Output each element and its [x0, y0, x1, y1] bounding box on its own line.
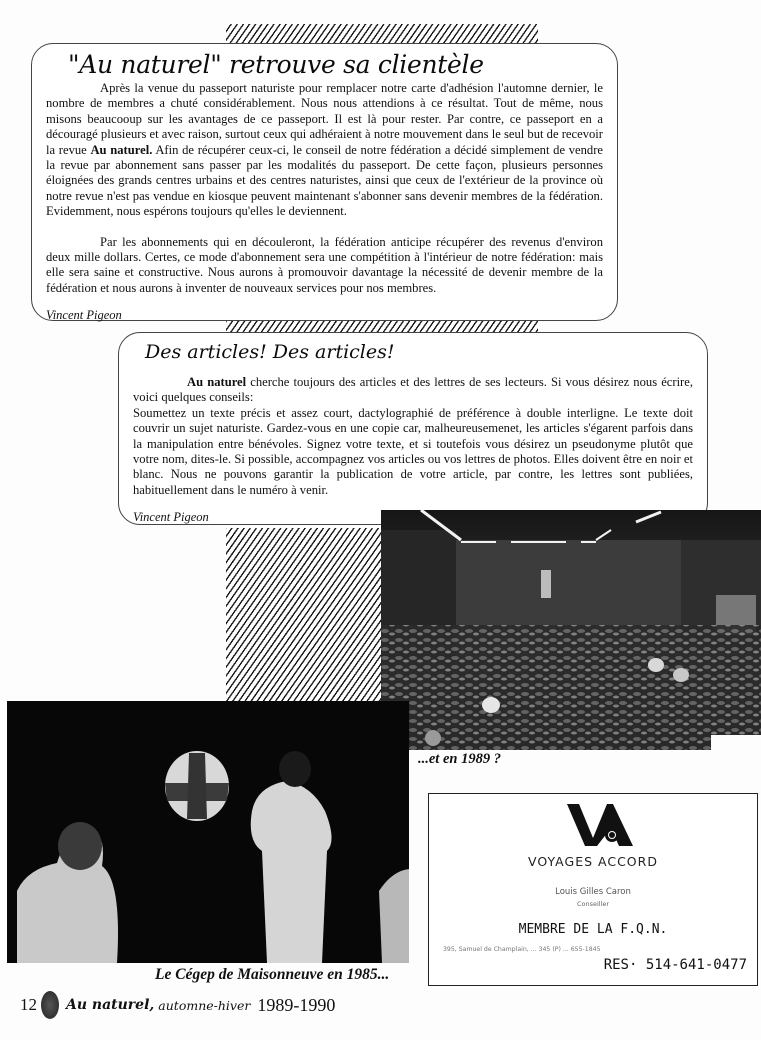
paragraph-text: Après la venue du passeport naturiste pour remplacer notre carte d'adhésion l'automne dernier, le nombre de membres a chuté considérablement. Nous nous attendions à ce résultat. Tout de même, nous misons beaucooup sur les avantages de ce passeport. Il est là pour rester. Par contre, ce passeport en a découragé plusieurs et avec raison, surtout ceux qui adhéraient à notre mouvement dans le seul but de recevoir la revue — [46, 81, 603, 157]
article-paragraph — [46, 81, 603, 220]
page-number: 12 — [20, 995, 37, 1014]
membership-line: MEMBRE DE LA F.Q.N. — [518, 922, 668, 937]
photo-cegep-1985 — [7, 701, 409, 963]
years: 1989-1990 — [257, 994, 336, 1015]
article-paragraph — [133, 375, 693, 406]
article-author: Vincent Pigeon — [133, 510, 209, 525]
address-line: 395, Samuel de Champlain, ... 345 (P) ... 655-1845 — [443, 946, 601, 953]
voyages-accord-logo — [567, 804, 633, 846]
oval-ornament-icon — [41, 991, 59, 1019]
photo-caption-1985: Le Cégep de Maisonneuve en 1985... — [155, 966, 390, 983]
va-logo-icon — [567, 804, 633, 846]
article-box-clientele — [31, 43, 618, 321]
company-name: VOYAGES ACCORD — [528, 854, 658, 869]
magazine-name: Au naturel, — [66, 997, 155, 1013]
article-paragraph: Par les abonnements qui en découleront, la fédération anticipe récupérer des revenus d'environ deux mille dollars. Certes, ce mode d'abonnement sera une compétition à l'intérieur de notre fédération: mais elle sera saine et constructive. Nous aurons à promouvoir davantage la nécessité de devenir membre de la fédération et nous aurons à inventer de nouveaux services pour nos membres. — [46, 234, 603, 295]
article-paragraph: Soumettez un texte précis et assez court, dactylographié de préférence à double interligne. Le texte doit couvrir un sujet naturiste. Gardez-vous en une copie car, malheureusemenet, les articles s'égarent parfois dans la manipulation entre bénévoles. Signez votre texte, et si toutefois vous désirez un pseudonyme plutôt que votre nom, dites-le. Si possible, accompagnez vos articles ou vos lettres de photos. Elles doivent être en noir et blanc. Nous ne pouvons garantir la publication de votre article, par contre, les lettres sont publiées, habituellement dans le numéro à venir. — [133, 405, 693, 497]
paragraph-text: Afin de récupérer ceux-ci, le conseil de notre fédération a décidé simplement de vendre la revue par abonnement sans passer par les modalités du passeport. De cette façon, plusieurs personnes éloignées des grands centres urbains et des centres naturistes, ainsi que ceux de l'extérieur de la province où notre revue n'est pas vendue en kiosque peuvent maintenant s'abonner sans devenir membres de la fédération. Evidemment, nous espérons toujours qu'elles le deviennent. — [46, 142, 603, 219]
hatch-decoration-top — [226, 24, 538, 44]
season: automne-hiver — [158, 997, 251, 1013]
page-footer — [20, 990, 335, 1020]
article-title: Des articles! Des articles! — [145, 341, 395, 363]
hatch-decoration-block — [226, 528, 382, 702]
paragraph-text: cherche toujours des articles et des lettres de ses lecteurs. Si vous désirez nous écrire, voici quelques conseils: — [133, 375, 693, 405]
contact-role: Conseiller — [576, 900, 610, 908]
beach-ball — [165, 751, 229, 821]
ad-voyages-accord — [428, 793, 758, 986]
magazine-name-bold: Au naturel — [187, 375, 247, 389]
article-title: "Au naturel" retrouve sa clientèle — [68, 50, 484, 79]
cegep-scene-image — [7, 701, 409, 963]
photo-caption-1989: ...et en 1989 ? — [418, 751, 501, 767]
article-box-des-articles — [118, 332, 708, 525]
contact-name: Louis Gilles Caron — [555, 887, 631, 897]
magazine-name-bold: Au naturel. — [90, 142, 153, 157]
pool-scene-image — [381, 510, 761, 750]
article-author: Vincent Pigeon — [46, 308, 122, 323]
res-phone: RES· 514-641-0477 — [603, 957, 747, 973]
photo-pool-1989 — [381, 510, 761, 750]
